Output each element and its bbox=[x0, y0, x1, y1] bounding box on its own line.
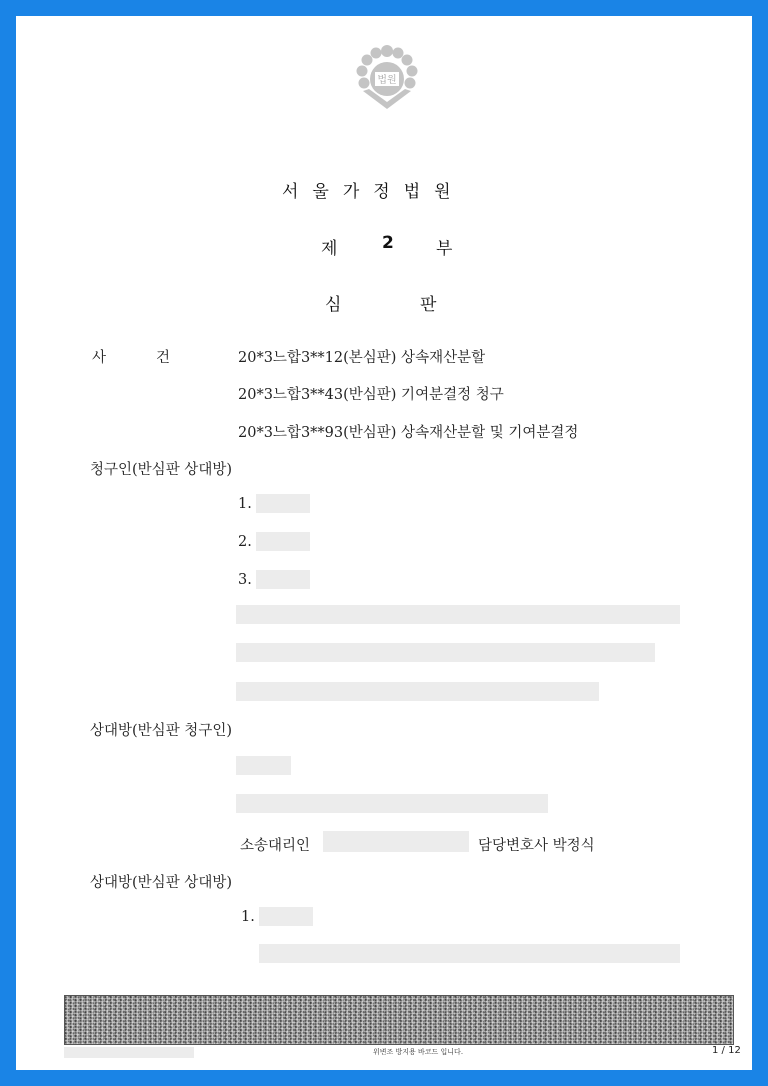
redacted-name bbox=[256, 532, 310, 551]
redacted-name bbox=[259, 907, 313, 926]
lawyer-in-charge: 담당변호사 박정식 bbox=[478, 838, 595, 854]
barcode-note: 위변조 방지용 바코드 입니다. bbox=[373, 1048, 464, 1056]
redacted-name bbox=[256, 570, 310, 589]
redacted-address bbox=[236, 682, 599, 701]
court-name: 서울가정법원 bbox=[282, 182, 465, 202]
redacted-footer-info bbox=[64, 1047, 194, 1058]
case-number-1: 20*3느합3**12(본심판) 상속재산분할 bbox=[238, 350, 486, 366]
claimant-number-3: 3. bbox=[238, 572, 252, 588]
redacted-address bbox=[236, 605, 680, 624]
case-number-3: 20*3느합3**93(반심판) 상속재산분할 및 기여분결정 bbox=[238, 425, 579, 441]
redacted-address bbox=[236, 643, 655, 662]
anti-forgery-barcode bbox=[64, 995, 734, 1045]
case-number-2: 20*3느합3**43(반심판) 기여분결정 청구 bbox=[238, 387, 504, 403]
claimant-number-1: 1. bbox=[238, 496, 252, 512]
doc-type-first-char: 심 bbox=[325, 295, 342, 315]
document-page bbox=[16, 16, 752, 1070]
division-suffix: 부 bbox=[436, 239, 453, 259]
respondent2-heading: 상대방(반심판 상대방) bbox=[90, 875, 232, 891]
claimant-heading: 청구인(반심판 상대방) bbox=[90, 462, 232, 478]
doc-type-second-char: 판 bbox=[420, 295, 437, 315]
claimant-number-2: 2. bbox=[238, 534, 252, 550]
redacted-address bbox=[259, 944, 680, 963]
respondent-heading: 상대방(반심판 청구인) bbox=[90, 723, 232, 739]
page-indicator: 1 / 12 bbox=[712, 1045, 741, 1056]
redacted-name bbox=[236, 756, 291, 775]
division-number: 2 bbox=[382, 233, 394, 253]
respondent2-number-1: 1. bbox=[241, 909, 255, 925]
case-label-second-char: 건 bbox=[156, 350, 171, 366]
redacted-law-firm bbox=[323, 831, 469, 852]
court-emblem-icon bbox=[349, 39, 425, 115]
division-prefix: 제 bbox=[321, 239, 338, 259]
redacted-address bbox=[236, 794, 548, 813]
emblem-text: 법원 bbox=[377, 75, 397, 86]
redacted-name bbox=[256, 494, 310, 513]
attorney-label: 소송대리인 bbox=[240, 838, 311, 854]
case-label-first-char: 사 bbox=[92, 350, 107, 366]
